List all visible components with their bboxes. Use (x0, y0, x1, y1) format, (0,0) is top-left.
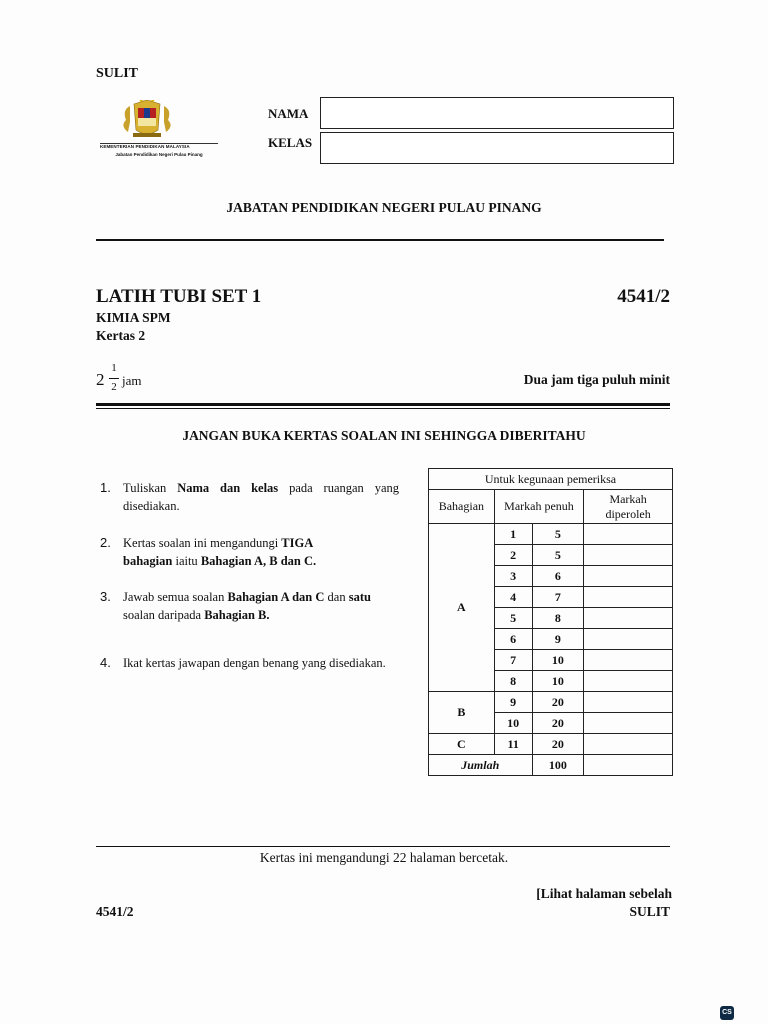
logo-department-text: Jabatan Pendidikan Negeri Pulau Pinang (115, 152, 203, 157)
marks-obtained-cell[interactable] (584, 671, 673, 692)
total-full-marks: 100 (532, 755, 584, 776)
duration-words: Dua jam tiga puluh minit (523, 372, 670, 387)
table-row (429, 734, 673, 755)
total-marks-obtained-cell[interactable] (584, 755, 673, 776)
full-marks: 7 (532, 587, 584, 608)
table-title: Untuk kegunaan pemeriksa (429, 469, 673, 490)
instruction-text: Kertas soalan ini mengandungi TIGA bahagian iaitu Bahagian A, B dan C. (123, 536, 317, 568)
footer-paper-code: 4541/2 (96, 904, 134, 919)
logo-ministry-text: KEMENTERIAN PENDIDIKAN MALAYSIA (100, 144, 190, 149)
question-number: 9 (494, 692, 532, 713)
paper-code: 4541/2 (617, 286, 670, 307)
instruction-text: Ikat kertas jawapan dengan benang yang disediakan. (123, 656, 386, 670)
marks-obtained-cell[interactable] (584, 587, 673, 608)
question-number: 5 (494, 608, 532, 629)
section-a: A (429, 524, 495, 692)
marks-obtained-cell[interactable] (584, 734, 673, 755)
total-row (429, 755, 673, 776)
table-title-row (429, 469, 673, 490)
nama-value (321, 98, 673, 110)
question-number: 10 (494, 713, 532, 734)
kelas-label: KELAS (268, 135, 313, 150)
title-rule-thin (96, 408, 670, 409)
confidential-label-bottom: SULIT (629, 904, 670, 919)
nama-field[interactable] (320, 97, 674, 129)
paper-number: Kertas 2 (96, 328, 146, 343)
full-marks: 20 (532, 692, 584, 713)
table-row (429, 692, 673, 713)
marks-obtained-cell[interactable] (584, 608, 673, 629)
instruction-number: 1. (100, 480, 111, 495)
full-marks: 20 (532, 734, 584, 755)
question-number: 6 (494, 629, 532, 650)
instruction-number: 3. (100, 589, 111, 604)
table-row (429, 524, 673, 545)
section-b: B (429, 692, 495, 734)
fraction-bar (109, 378, 119, 379)
full-marks: 5 (532, 545, 584, 566)
marks-obtained-cell[interactable] (584, 713, 673, 734)
instruction-text: Jawab semua soalan Bahagian A dan C dan satu soalan daripada Bahagian B. (123, 590, 371, 622)
marks-obtained-cell[interactable] (584, 566, 673, 587)
instruction-number: 2. (100, 535, 111, 550)
duration-whole: 2 (96, 370, 105, 389)
ministry-logo (100, 100, 218, 162)
header-rule (96, 239, 664, 241)
instruction-number: 4. (100, 655, 111, 670)
question-number: 4 (494, 587, 532, 608)
section-c: C (429, 734, 495, 755)
footer-rule (96, 846, 670, 847)
marks-obtained-cell[interactable] (584, 524, 673, 545)
full-marks: 9 (532, 629, 584, 650)
scanner-badge-icon: CS (720, 1006, 734, 1020)
marks-obtained-cell[interactable] (584, 692, 673, 713)
full-marks: 20 (532, 713, 584, 734)
warning-notice: JANGAN BUKA KERTAS SOALAN INI SEHINGGA DIBERITAHU (182, 428, 586, 443)
kelas-field[interactable] (320, 132, 674, 164)
marks-obtained-cell[interactable] (584, 650, 673, 671)
nama-label: NAMA (268, 106, 309, 121)
question-number: 3 (494, 566, 532, 587)
question-number: 11 (494, 734, 532, 755)
col-header-markah-penuh: Markah penuh (494, 490, 583, 524)
instruction-text: Tuliskan Nama dan kelas pada ruangan yang disediakan. (123, 481, 399, 513)
title-rule-thick (96, 403, 670, 406)
full-marks: 10 (532, 650, 584, 671)
table-header-row (429, 490, 673, 524)
confidential-label-top: SULIT (96, 66, 139, 81)
question-number: 8 (494, 671, 532, 692)
question-number: 2 (494, 545, 532, 566)
duration-numerator: 1 (111, 362, 117, 374)
marks-obtained-cell[interactable] (584, 545, 673, 566)
col-header-bahagian: Bahagian (429, 490, 495, 524)
full-marks: 6 (532, 566, 584, 587)
col-header-markah-diperoleh: Markah diperoleh (584, 490, 673, 524)
marks-obtained-cell[interactable] (584, 629, 673, 650)
see-next-page: [Lihat halaman sebelah (536, 886, 672, 901)
question-number: 1 (494, 524, 532, 545)
total-label: Jumlah (429, 755, 533, 776)
department-heading: JABATAN PENDIDIKAN NEGERI PULAU PINANG (226, 200, 542, 215)
full-marks: 8 (532, 608, 584, 629)
set-title: LATIH TUBI SET 1 (96, 286, 262, 307)
duration-unit: jam (122, 373, 142, 388)
question-number: 7 (494, 650, 532, 671)
kelas-value (321, 133, 673, 145)
full-marks: 5 (532, 524, 584, 545)
duration-denominator: 2 (111, 381, 117, 393)
page-count-note: Kertas ini mengandungi 22 halaman bercetak. (259, 850, 509, 865)
examiner-table (428, 468, 673, 776)
subject: KIMIA SPM (96, 310, 171, 325)
full-marks: 10 (532, 671, 584, 692)
